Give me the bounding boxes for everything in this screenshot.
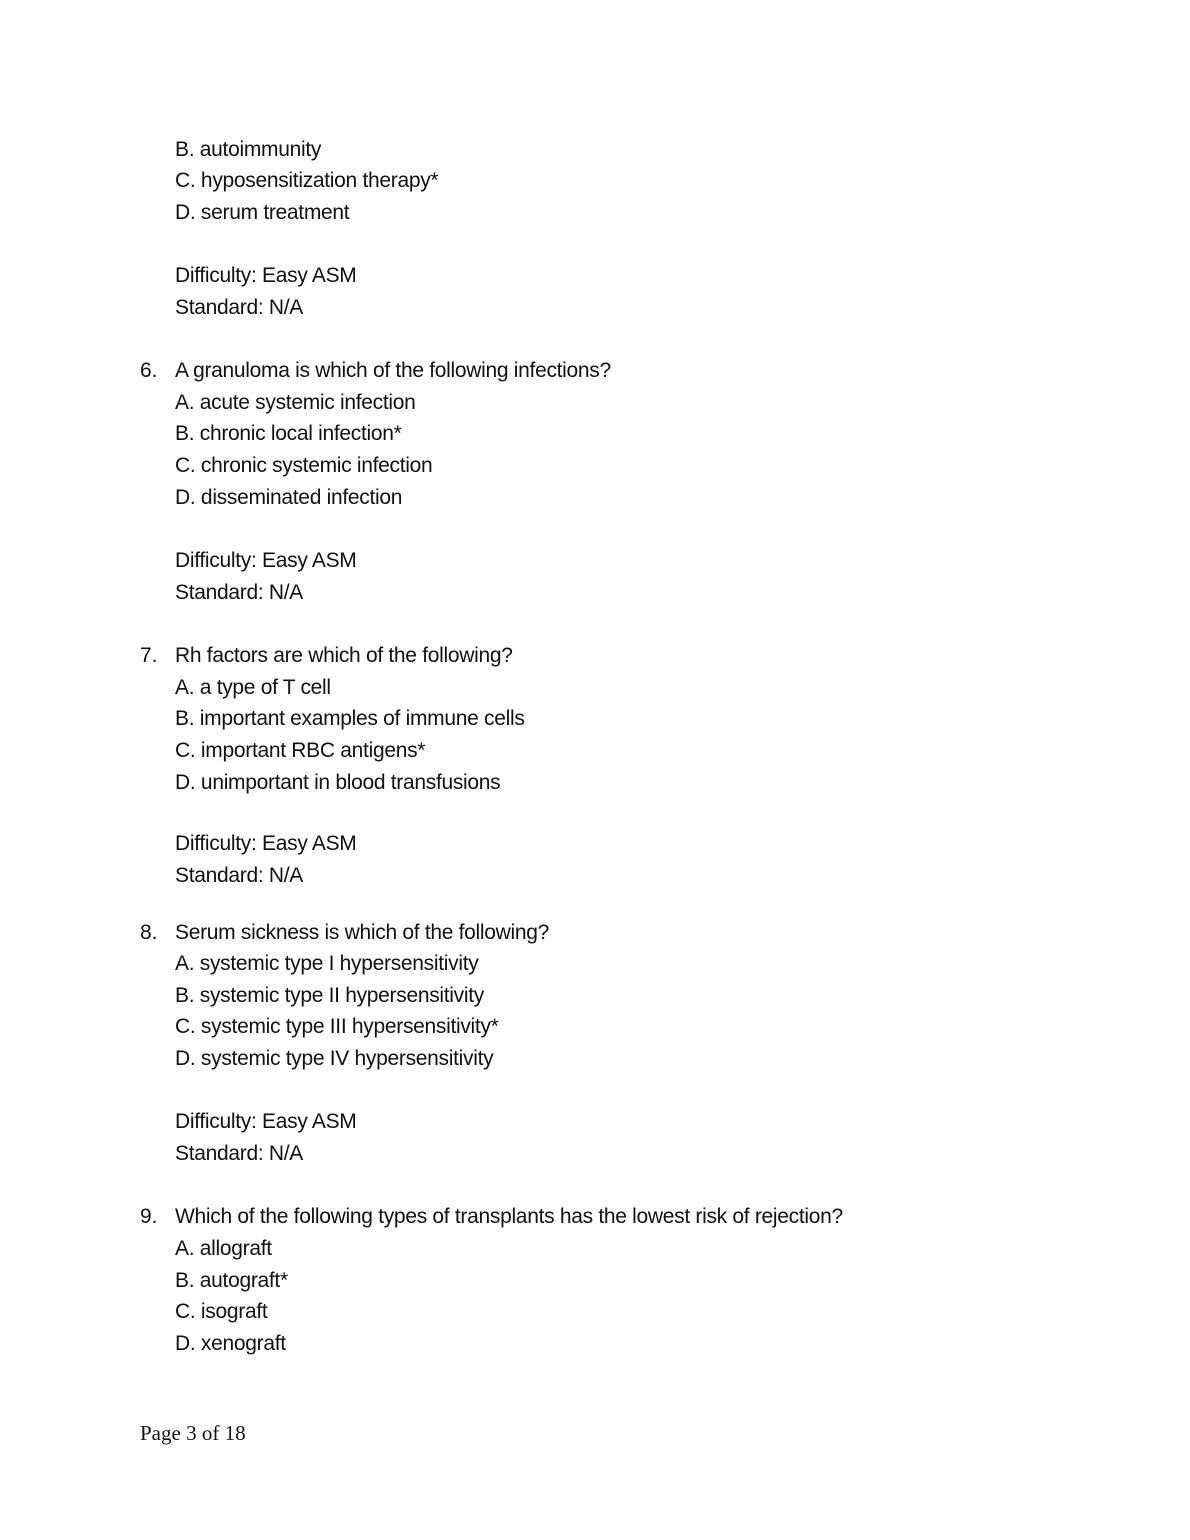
question-number: 6. xyxy=(140,359,158,382)
page-number: Page 3 of 18 xyxy=(140,1421,246,1445)
option-b: B. autoimmunity xyxy=(175,138,322,161)
difficulty-label: Difficulty: Easy ASM xyxy=(175,549,357,572)
question-number: 8. xyxy=(140,921,158,944)
difficulty-label: Difficulty: Easy ASM xyxy=(175,264,357,287)
standard-label: Standard: N/A xyxy=(175,296,304,319)
option-c: C. systemic type III hypersensitivity* xyxy=(175,1015,499,1038)
option-a: A. allograft xyxy=(175,1237,272,1260)
option-c: C. hyposensitization therapy* xyxy=(175,169,439,192)
option-c: C. important RBC antigens* xyxy=(175,739,426,762)
option-d: D. systemic type IV hypersensitivity xyxy=(175,1047,494,1070)
difficulty-label: Difficulty: Easy ASM xyxy=(175,1110,357,1133)
option-b: B. systemic type II hypersensitivity xyxy=(175,984,484,1007)
standard-label: Standard: N/A xyxy=(175,581,304,604)
option-d: D. xenograft xyxy=(175,1332,286,1355)
question-stem: A granuloma is which of the following infections? xyxy=(175,359,611,382)
option-d: D. serum treatment xyxy=(175,201,350,224)
question-number: 7. xyxy=(140,644,158,667)
option-d: D. disseminated infection xyxy=(175,486,403,509)
question-stem: Rh factors are which of the following? xyxy=(175,644,513,667)
option-b: B. important examples of immune cells xyxy=(175,707,525,730)
difficulty-label: Difficulty: Easy ASM xyxy=(175,832,357,855)
option-a: A. acute systemic infection xyxy=(175,391,416,414)
standard-label: Standard: N/A xyxy=(175,1142,304,1165)
option-b: B. chronic local infection* xyxy=(175,422,402,445)
standard-label: Standard: N/A xyxy=(175,864,304,887)
question-stem: Serum sickness is which of the following? xyxy=(175,921,550,944)
option-c: C. isograft xyxy=(175,1300,268,1323)
option-c: C. chronic systemic infection xyxy=(175,454,433,477)
option-d: D. unimportant in blood transfusions xyxy=(175,771,501,794)
question-stem: Which of the following types of transplants has the lowest risk of rejection? xyxy=(175,1205,843,1228)
option-a: A. a type of T cell xyxy=(175,676,331,699)
question-number: 9. xyxy=(140,1205,158,1228)
option-b: B. autograft* xyxy=(175,1269,288,1292)
option-a: A. systemic type I hypersensitivity xyxy=(175,952,479,975)
